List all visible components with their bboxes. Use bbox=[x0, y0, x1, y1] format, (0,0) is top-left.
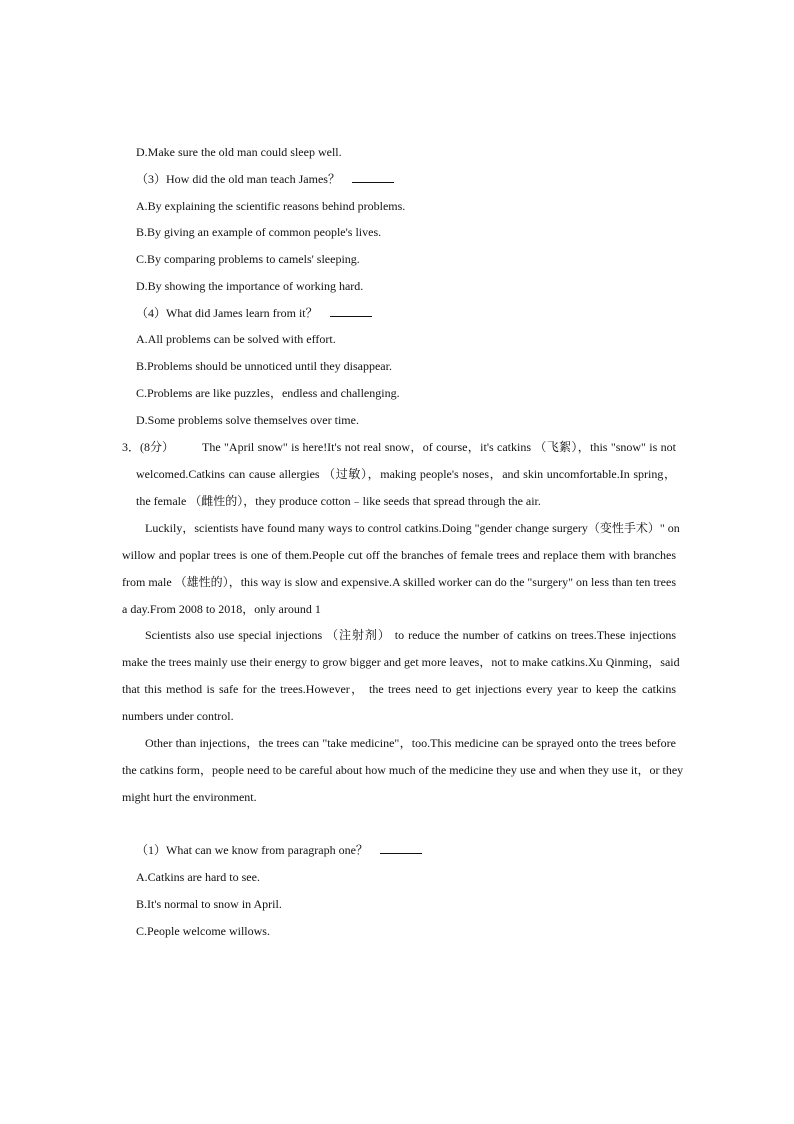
option-a: A.All problems can be solved with effort. bbox=[136, 332, 336, 346]
question-text: （4）What did James learn from it？ bbox=[136, 306, 318, 320]
passage-line: welcomed.Catkins can cause allergies （过敏），making people's noses，and skin uncomfortable.In spring， bbox=[136, 467, 676, 481]
option-c: C.Problems are like puzzles，endless and challenging. bbox=[136, 386, 400, 400]
option-b: B.It's normal to snow in April. bbox=[136, 897, 282, 911]
option-b: B.Problems should be unnoticed until they disappear. bbox=[136, 359, 392, 373]
passage-line: numbers under control. bbox=[122, 709, 234, 723]
option-d-prev: D.Make sure the old man could sleep well. bbox=[136, 145, 342, 159]
passage-line: that this method is safe for the trees.However， the trees need to get injections every year to keep the catkins bbox=[122, 682, 676, 696]
question-4 bbox=[136, 306, 372, 320]
option-a: A.Catkins are hard to see. bbox=[136, 870, 260, 884]
answer-blank[interactable] bbox=[330, 306, 372, 317]
option-c: C.By comparing problems to camels' sleeping. bbox=[136, 252, 360, 266]
option-b: B.By giving an example of common people's lives. bbox=[136, 225, 382, 239]
passage-line: The "April snow" is here!It's not real snow，of course，it's catkins （飞絮），this "snow" is not bbox=[202, 440, 676, 454]
question-text: （1）What can we know from paragraph one？ bbox=[136, 843, 368, 857]
option-c: C.People welcome willows. bbox=[136, 924, 270, 938]
option-a: A.By explaining the scientific reasons behind problems. bbox=[136, 199, 406, 213]
passage-line: the female （雌性的），they produce cotton﹣like seeds that spread through the air. bbox=[136, 494, 541, 508]
option-d: D.Some problems solve themselves over time. bbox=[136, 413, 359, 427]
passage-line: make the trees mainly use their energy to grow bigger and get more leaves，not to make catkins.Xu Qinming，said bbox=[122, 655, 680, 669]
passage-line: Luckily，scientists have found many ways to control catkins.Doing "gender change surgery（变性手术）" on bbox=[145, 521, 680, 535]
passage-line: Scientists also use special injections （注射剂） to reduce the number of catkins on trees.These injections bbox=[145, 628, 676, 642]
question-text: （3）How did the old man teach James？ bbox=[136, 172, 340, 186]
answer-blank[interactable] bbox=[352, 172, 394, 183]
passage-line: willow and poplar trees is one of them.People cut off the branches of female trees and replace them with branches bbox=[122, 548, 676, 562]
question-number: 3．(8分） bbox=[122, 440, 174, 454]
passage-line: might hurt the environment. bbox=[122, 790, 257, 804]
passage-line: from male （雄性的），this way is slow and expensive.A skilled worker can do the "surgery" on less than ten trees bbox=[122, 575, 676, 589]
question-3 bbox=[136, 172, 394, 186]
passage-line: a day.From 2008 to 2018，only around 1 bbox=[122, 602, 321, 616]
option-d: D.By showing the importance of working hard. bbox=[136, 279, 364, 293]
answer-blank[interactable] bbox=[380, 843, 422, 854]
passage-line: Other than injections，the trees can "take medicine"，too.This medicine can be sprayed onto the trees before bbox=[145, 736, 676, 750]
question-1 bbox=[136, 843, 422, 857]
passage-line: the catkins form，people need to be careful about how much of the medicine they use and when they use it，or they bbox=[122, 763, 684, 777]
